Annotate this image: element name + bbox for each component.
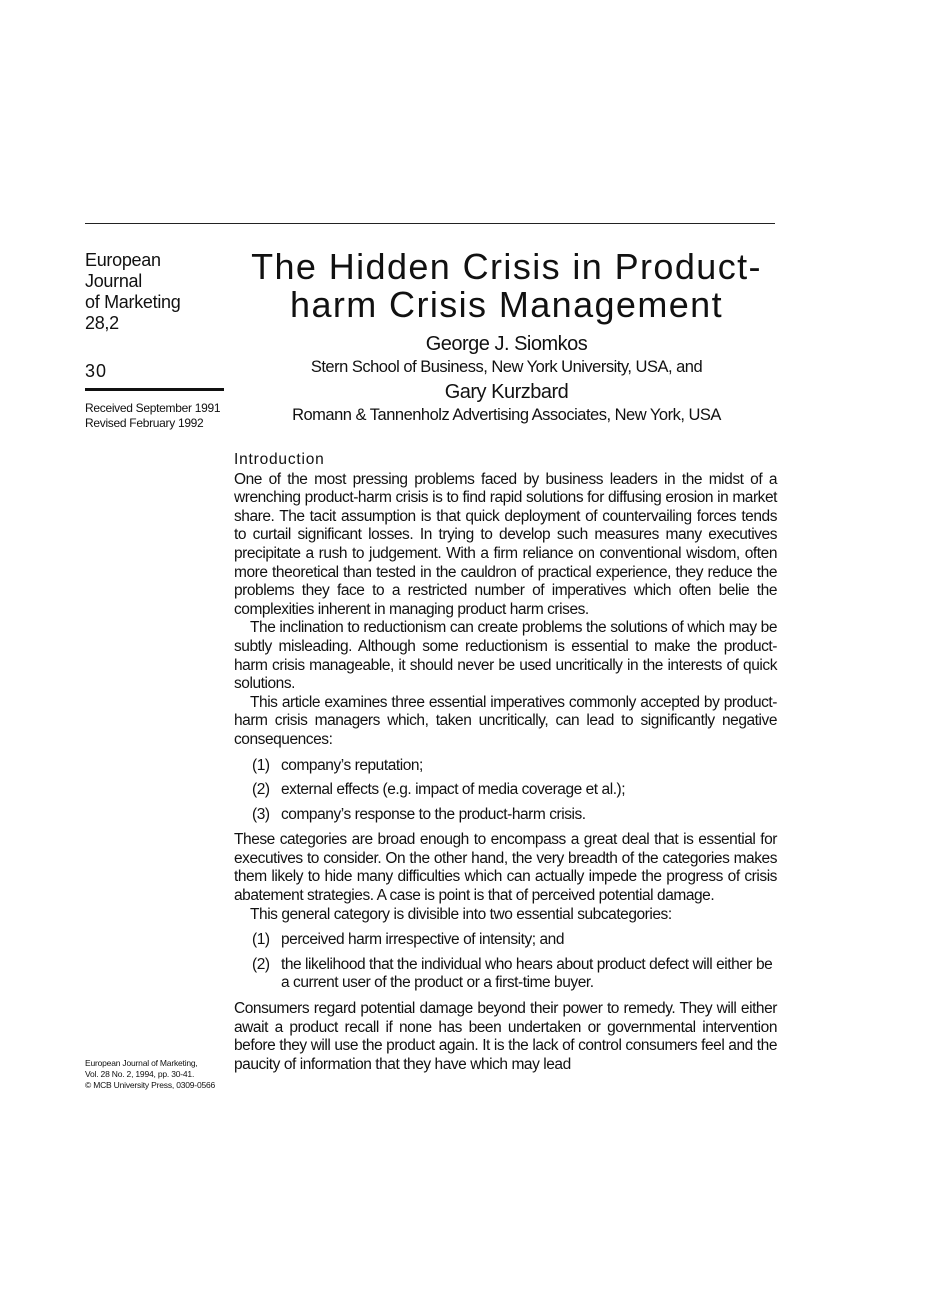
section-heading: Introduction xyxy=(234,451,325,468)
article-title-line: The Hidden Crisis in Product- xyxy=(251,246,762,287)
journal-title xyxy=(85,250,230,334)
article-body xyxy=(234,451,777,1074)
journal-title-line: European xyxy=(85,250,161,270)
article-header xyxy=(234,248,779,426)
list-text: company’s response to the product-harm crisis. xyxy=(281,805,586,823)
top-rule xyxy=(85,223,775,224)
author-name: George J. Siomkos xyxy=(425,333,588,355)
list-item xyxy=(234,806,777,825)
list-number: (1) xyxy=(252,756,270,774)
paragraph: One of the most pressing problems faced by business leaders in the midst of a wrenching product-harm crisis is to find rapid solutions for diffusing erosion in market share. The tacit assumption is that quick deployment of countervailing forces tends to curtail significant losses. In trying to develop such measures many executives precipitate a rush to judgement. With a firm reliance on conventional wisdom, often more theoretical than tested in the cauldron of practical experience, they reduce the problems they face to a restricted number of imperatives which often belie the complexities inherent in managing product harm crises. xyxy=(234,470,777,618)
list-item xyxy=(234,931,777,950)
list-number: (3) xyxy=(252,805,270,823)
list-text: external effects (e.g. impact of media coverage et al.); xyxy=(281,781,626,799)
page-number: 30 xyxy=(85,361,108,381)
article-title xyxy=(234,248,779,324)
paragraph: This general category is divisible into two essential subcategories: xyxy=(250,905,672,923)
journal-volume: 28,2 xyxy=(85,313,119,333)
citation-line: European Journal of Marketing, xyxy=(85,1058,198,1068)
list-number: (2) xyxy=(252,781,270,799)
journal-title-line: Journal xyxy=(85,271,142,291)
paragraph: The inclination to reductionism can create problems the solutions of which may be subtly misleading. Although some reductionism is essential to make the product-harm crisis manageable, it should never be used uncritically in the interests of quick solutions. xyxy=(234,619,777,693)
author-affiliation: Stern School of Business, New York University, USA, and xyxy=(310,358,703,376)
submission-dates xyxy=(85,401,230,431)
numbered-list xyxy=(234,757,777,825)
list-text: company’s reputation; xyxy=(281,756,423,774)
author-affiliation: Romann & Tannenholz Advertising Associates, New York, USA xyxy=(292,406,721,424)
list-text: perceived harm irrespective of intensity; and xyxy=(281,931,565,949)
article-title-line: harm Crisis Management xyxy=(290,284,723,325)
list-text: the likelihood that the individual who hears about product defect will either be a current user of the product or a first-time buyer. xyxy=(281,955,773,992)
paragraph: These categories are broad enough to encompass a great deal that is essential for executives to consider. On the other hand, the very breadth of the categories makes them likely to hide many difficulties which can actually impede the progress of crisis abatement strategies. A case is point is that of perceived potential damage. xyxy=(234,831,777,905)
revised-date: Revised February 1992 xyxy=(85,416,204,430)
author-name: Gary Kurzbard xyxy=(444,381,569,403)
copyright-line: © MCB University Press, 0309-0566 xyxy=(85,1080,216,1090)
list-item xyxy=(234,781,777,800)
list-number: (2) xyxy=(252,955,270,973)
list-number: (1) xyxy=(252,931,270,949)
page-number-rule xyxy=(85,388,224,391)
sidebar xyxy=(85,250,230,431)
received-date: Received September 1991 xyxy=(85,401,221,415)
paragraph: Consumers regard potential damage beyond their power to remedy. They will either await a product recall if none has been undertaken or governmental intervention before they will use the product again. It is the lack of control consumers feel and the paucity of information that they have which may lead xyxy=(234,1000,777,1073)
citation-line: Vol. 28 No. 2, 1994, pp. 30-41. xyxy=(85,1069,195,1079)
paragraph: This article examines three essential imperatives commonly accepted by product-harm crisis managers which, taken uncritically, can lead to significantly negative consequences: xyxy=(234,693,777,748)
list-item xyxy=(234,757,777,776)
list-item xyxy=(234,956,777,993)
citation-note xyxy=(85,1058,230,1091)
numbered-list xyxy=(234,931,777,993)
journal-title-line: of Marketing xyxy=(85,292,181,312)
